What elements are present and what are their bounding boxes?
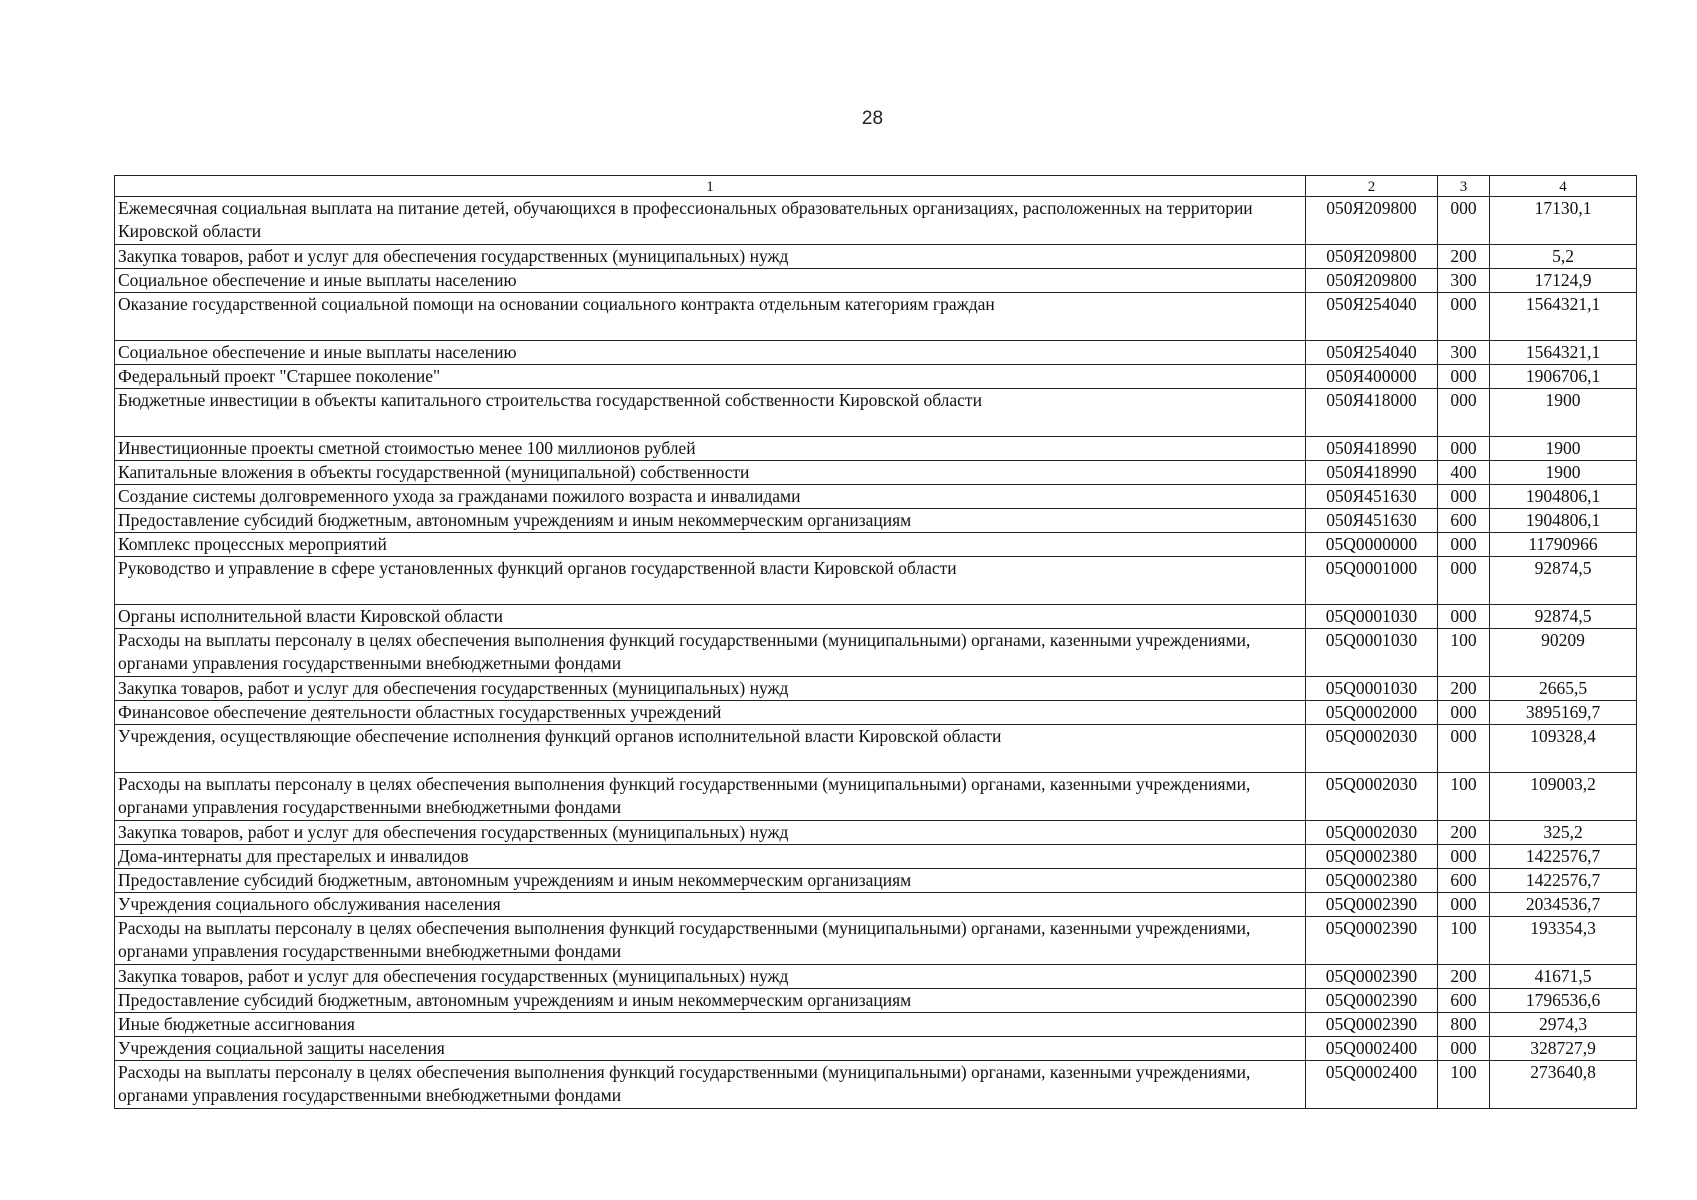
row-code: 050Я451630 [1306, 509, 1438, 533]
row-amount: 5,2 [1490, 245, 1637, 269]
table-row [115, 869, 1637, 893]
table-row [115, 389, 1637, 437]
row-name: Закупка товаров, работ и услуг для обеспечения государственных (муниципальных) нужд [115, 677, 1306, 701]
row-expense-type: 200 [1438, 821, 1490, 845]
row-name: Предоставление субсидий бюджетным, автономным учреждениям и иным некоммерческим организациям [115, 989, 1306, 1013]
row-expense-type: 000 [1438, 533, 1490, 557]
row-amount: 193354,3 [1490, 917, 1637, 965]
row-expense-type: 000 [1438, 1037, 1490, 1061]
row-expense-type: 200 [1438, 245, 1490, 269]
table-row [115, 917, 1637, 965]
table-row [115, 197, 1637, 245]
row-name: Учреждения социального обслуживания населения [115, 893, 1306, 917]
header-col-4: 4 [1490, 176, 1637, 197]
table-row [115, 821, 1637, 845]
row-expense-type: 000 [1438, 605, 1490, 629]
row-code: 05Q0002030 [1306, 773, 1438, 821]
row-code: 05Q0001030 [1306, 677, 1438, 701]
row-code: 05Q0002390 [1306, 1013, 1438, 1037]
row-name: Руководство и управление в сфере установленных функций органов государственной власти Кировской области [115, 557, 1306, 605]
table-row [115, 629, 1637, 677]
row-amount: 3895169,7 [1490, 701, 1637, 725]
row-name: Расходы на выплаты персоналу в целях обеспечения выполнения функций государственными (муниципальными) органами, казенными учреждениями, органами управления государственными внебюджетными фондами [115, 917, 1306, 965]
row-code: 050Я254040 [1306, 341, 1438, 365]
row-amount: 2665,5 [1490, 677, 1637, 701]
row-name: Расходы на выплаты персоналу в целях обеспечения выполнения функций государственными (муниципальными) органами, казенными учреждениями, органами управления государственными внебюджетными фондами [115, 1061, 1306, 1109]
row-code: 05Q0002380 [1306, 869, 1438, 893]
table-row [115, 605, 1637, 629]
row-expense-type: 600 [1438, 989, 1490, 1013]
row-code: 05Q0000000 [1306, 533, 1438, 557]
row-name: Создание системы долговременного ухода за гражданами пожилого возраста и инвалидами [115, 485, 1306, 509]
row-amount: 1904806,1 [1490, 509, 1637, 533]
row-expense-type: 000 [1438, 197, 1490, 245]
row-expense-type: 200 [1438, 965, 1490, 989]
row-amount: 1422576,7 [1490, 869, 1637, 893]
row-expense-type: 200 [1438, 677, 1490, 701]
table-row [115, 965, 1637, 989]
row-amount: 273640,8 [1490, 1061, 1637, 1109]
row-name: Капитальные вложения в объекты государственной (муниципальной) собственности [115, 461, 1306, 485]
row-name: Предоставление субсидий бюджетным, автономным учреждениям и иным некоммерческим организациям [115, 869, 1306, 893]
row-code: 050Я418990 [1306, 437, 1438, 461]
row-expense-type: 100 [1438, 629, 1490, 677]
row-amount: 1904806,1 [1490, 485, 1637, 509]
row-name: Финансовое обеспечение деятельности областных государственных учреждений [115, 701, 1306, 725]
row-name: Учреждения социальной защиты населения [115, 1037, 1306, 1061]
table-row [115, 461, 1637, 485]
row-amount: 328727,9 [1490, 1037, 1637, 1061]
row-amount: 1900 [1490, 437, 1637, 461]
row-code: 05Q0002390 [1306, 893, 1438, 917]
table-row [115, 533, 1637, 557]
row-expense-type: 100 [1438, 917, 1490, 965]
row-expense-type: 000 [1438, 845, 1490, 869]
row-code: 050Я400000 [1306, 365, 1438, 389]
row-amount: 109328,4 [1490, 725, 1637, 773]
row-amount: 17124,9 [1490, 269, 1637, 293]
row-code: 050Я418990 [1306, 461, 1438, 485]
row-name: Социальное обеспечение и иные выплаты населению [115, 341, 1306, 365]
table-row [115, 557, 1637, 605]
row-name: Дома-интернаты для престарелых и инвалидов [115, 845, 1306, 869]
row-code: 05Q0002030 [1306, 725, 1438, 773]
table-row [115, 701, 1637, 725]
table-row [115, 773, 1637, 821]
row-expense-type: 800 [1438, 1013, 1490, 1037]
row-expense-type: 000 [1438, 293, 1490, 341]
row-code: 050Я451630 [1306, 485, 1438, 509]
table-body [115, 197, 1637, 1109]
row-amount: 1422576,7 [1490, 845, 1637, 869]
row-amount: 17130,1 [1490, 197, 1637, 245]
row-amount: 325,2 [1490, 821, 1637, 845]
table-row [115, 365, 1637, 389]
row-expense-type: 000 [1438, 701, 1490, 725]
table-row [115, 293, 1637, 341]
header-col-2: 2 [1306, 176, 1438, 197]
row-amount: 41671,5 [1490, 965, 1637, 989]
row-code: 05Q0002380 [1306, 845, 1438, 869]
row-amount: 1906706,1 [1490, 365, 1637, 389]
table-row [115, 989, 1637, 1013]
page-number: 28 [861, 108, 884, 129]
table-row [115, 677, 1637, 701]
row-name: Бюджетные инвестиции в объекты капитального строительства государственной собственности Кировской области [115, 389, 1306, 437]
row-amount: 92874,5 [1490, 605, 1637, 629]
row-amount: 1796536,6 [1490, 989, 1637, 1013]
table-row [115, 437, 1637, 461]
row-expense-type: 000 [1438, 365, 1490, 389]
row-name: Учреждения, осуществляющие обеспечение исполнения функций органов исполнительной власти Кировской области [115, 725, 1306, 773]
row-code: 05Q0002390 [1306, 917, 1438, 965]
row-name: Закупка товаров, работ и услуг для обеспечения государственных (муниципальных) нужд [115, 821, 1306, 845]
row-name: Инвестиционные проекты сметной стоимостью менее 100 миллионов рублей [115, 437, 1306, 461]
row-name: Органы исполнительной власти Кировской области [115, 605, 1306, 629]
row-amount: 109003,2 [1490, 773, 1637, 821]
row-name: Иные бюджетные ассигнования [115, 1013, 1306, 1037]
row-code: 050Я209800 [1306, 197, 1438, 245]
row-amount: 1900 [1490, 461, 1637, 485]
row-name: Предоставление субсидий бюджетным, автономным учреждениям и иным некоммерческим организациям [115, 509, 1306, 533]
row-code: 050Я209800 [1306, 269, 1438, 293]
row-amount: 2034536,7 [1490, 893, 1637, 917]
row-expense-type: 600 [1438, 509, 1490, 533]
table-row [115, 893, 1637, 917]
row-code: 05Q0002000 [1306, 701, 1438, 725]
table-row [115, 245, 1637, 269]
row-code: 05Q0002400 [1306, 1037, 1438, 1061]
header-col-1: 1 [115, 176, 1306, 197]
row-name: Оказание государственной социальной помощи на основании социального контракта отдельным категориям граждан [115, 293, 1306, 341]
row-code: 05Q0002390 [1306, 989, 1438, 1013]
row-code: 05Q0002400 [1306, 1061, 1438, 1109]
row-name: Комплекс процессных мероприятий [115, 533, 1306, 557]
row-name: Закупка товаров, работ и услуг для обеспечения государственных (муниципальных) нужд [115, 965, 1306, 989]
table-row [115, 485, 1637, 509]
row-expense-type: 300 [1438, 341, 1490, 365]
row-code: 050Я209800 [1306, 245, 1438, 269]
row-expense-type: 300 [1438, 269, 1490, 293]
row-code: 050Я254040 [1306, 293, 1438, 341]
header-col-3: 3 [1438, 176, 1490, 197]
row-name: Социальное обеспечение и иные выплаты населению [115, 269, 1306, 293]
row-amount: 90209 [1490, 629, 1637, 677]
row-amount: 1900 [1490, 389, 1637, 437]
row-code: 05Q0002390 [1306, 965, 1438, 989]
row-expense-type: 000 [1438, 557, 1490, 605]
table-row [115, 1037, 1637, 1061]
row-name: Ежемесячная социальная выплата на питание детей, обучающихся в профессиональных образовательных организациях, расположенных на территории Кировской области [115, 197, 1306, 245]
table-row [115, 845, 1637, 869]
row-expense-type: 100 [1438, 773, 1490, 821]
table-row [115, 341, 1637, 365]
row-name: Расходы на выплаты персоналу в целях обеспечения выполнения функций государственными (муниципальными) органами, казенными учреждениями, органами управления государственными внебюджетными фондами [115, 629, 1306, 677]
row-amount: 1564321,1 [1490, 341, 1637, 365]
budget-table [114, 175, 1637, 1109]
table-row [115, 1061, 1637, 1109]
table-row [115, 725, 1637, 773]
row-expense-type: 400 [1438, 461, 1490, 485]
row-expense-type: 000 [1438, 485, 1490, 509]
row-amount: 11790966 [1490, 533, 1637, 557]
table-row [115, 509, 1637, 533]
row-expense-type: 000 [1438, 893, 1490, 917]
row-code: 050Я418000 [1306, 389, 1438, 437]
header-row [115, 176, 1637, 197]
row-expense-type: 000 [1438, 725, 1490, 773]
row-code: 05Q0001000 [1306, 557, 1438, 605]
row-amount: 1564321,1 [1490, 293, 1637, 341]
row-expense-type: 600 [1438, 869, 1490, 893]
row-code: 05Q0001030 [1306, 629, 1438, 677]
row-code: 05Q0002030 [1306, 821, 1438, 845]
row-amount: 92874,5 [1490, 557, 1637, 605]
row-name: Федеральный проект "Старшее поколение" [115, 365, 1306, 389]
row-expense-type: 000 [1438, 437, 1490, 461]
row-expense-type: 100 [1438, 1061, 1490, 1109]
row-amount: 2974,3 [1490, 1013, 1637, 1037]
row-expense-type: 000 [1438, 389, 1490, 437]
row-name: Расходы на выплаты персоналу в целях обеспечения выполнения функций государственными (муниципальными) органами, казенными учреждениями, органами управления государственными внебюджетными фондами [115, 773, 1306, 821]
row-code: 05Q0001030 [1306, 605, 1438, 629]
table-header [115, 176, 1637, 197]
table-row [115, 269, 1637, 293]
row-name: Закупка товаров, работ и услуг для обеспечения государственных (муниципальных) нужд [115, 245, 1306, 269]
table-row [115, 1013, 1637, 1037]
